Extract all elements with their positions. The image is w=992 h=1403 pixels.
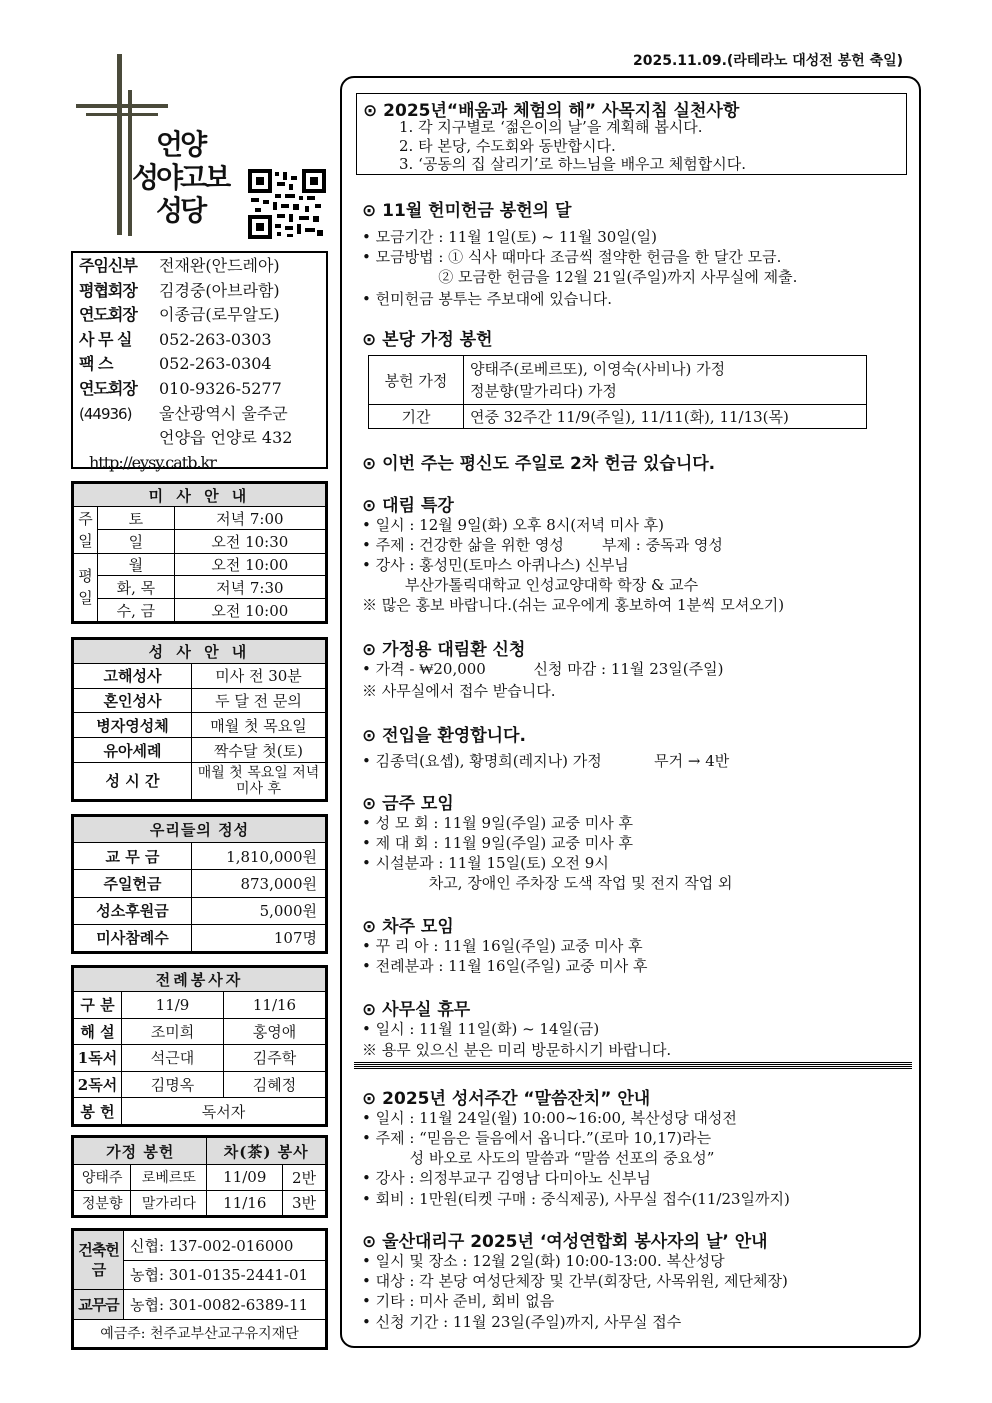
section-line: • 시설분과 : 11월 15일(토) 오전 9시 xyxy=(362,854,609,872)
contact-row: 평협회장 김경중(아브라함) xyxy=(79,280,280,300)
section-line: • 헌미헌금 봉투는 주보대에 있습니다. xyxy=(362,290,613,308)
parish-name: 언양 성야고보 성당 xyxy=(132,128,229,227)
section-line: ※ 많은 홍보 바랍니다.(쉬는 교우에게 홍보하여 1분씩 모셔오기) xyxy=(362,596,785,614)
bulletin-date: 2025.11.09.(라테라노 대성전 봉헌 축일) xyxy=(633,53,904,69)
bank-accounts: 건축헌금 신협: 137-002-016000 농협: 301-0135-2441-01 교무금 농협: 301-0082-6389-11 예금주: 천주교부산교구유지재단 xyxy=(71,1228,328,1350)
section-title: ⊙ 전입을 환영합니다. xyxy=(362,726,526,746)
liturgy-servers: 전례봉사자 구 분 11/9 11/16 해 설 조미희 홍영애 1독서 석근대 김주학 2독서 김명옥 김혜정 봉 헌 독서자 xyxy=(71,965,328,1127)
section-line: • 일시 : 11월 24일(월) 10:00~16:00, 복산성당 대성전 xyxy=(362,1109,737,1127)
section-line: • 꾸 리 아 : 11월 16일(주일) 교중 미사 후 xyxy=(362,937,643,955)
family-offering-detail: 봉헌 가정 양태주(로베르또), 이영숙(사비나) 가정 정분향(말가리다) 가정 기간 연중 32주간 11/9(주일), 11/11(화), 11/13(목) xyxy=(368,355,867,429)
contact-row: 연도회장 010-9326-5277 xyxy=(79,378,282,398)
section-line: • 일시 및 장소 : 12월 2일(화) 10:00-13:00. 복산성당 xyxy=(362,1252,725,1270)
contact-row: 팩 스 052-263-0304 xyxy=(79,354,272,374)
contact-row: 주임신부 전재완(안드레아) xyxy=(79,256,280,275)
contact-row: (44936) 울산광역시 울주군 xyxy=(79,403,288,423)
family-offering-table: 가정 봉헌 차(茶) 봉사 양태주 로베르또 11/09 2반 정분향 말가리다 11/16 3반 xyxy=(71,1135,328,1218)
section-line: • 모금방법 : ① 식사 때마다 조금씩 절약한 헌금을 한 달간 모금. xyxy=(362,248,782,266)
pastoral-guideline-box: ⊙ 2025년“배움과 체험의 해” 사목지침 실천사항 1. 각 지구별로 ‘젊은이의 날’을 계획해 봅시다. 2. 타 본당, 수도회와 동반합시다. 3. ‘공동의 집 살리기’로 하느님을 배우고 체험합시다. xyxy=(356,93,907,175)
section-line: • 주제 : “믿음은 들음에서 옵니다.”(로마 10,17)라는 xyxy=(362,1129,712,1147)
section-divider xyxy=(354,1062,912,1069)
section-line: ※ 용무 있으신 분은 미리 방문하시기 바랍니다. xyxy=(362,1041,672,1059)
section-line: • 일시 : 11월 11일(화) ~ 14일(금) xyxy=(362,1020,600,1038)
section-title: ⊙ 금주 모임 xyxy=(362,794,454,814)
section-title: ⊙ 이번 주는 평신도 주일로 2차 헌금 있습니다. xyxy=(362,454,716,474)
section-line: • 기타 : 미사 준비, 회비 없음 xyxy=(362,1292,555,1310)
section-title: ⊙ 2025년 성서주간 “말씀잔치” 안내 xyxy=(362,1089,651,1109)
section-title: ⊙ 11월 헌미헌금 봉헌의 달 xyxy=(362,201,572,221)
building-fund-label: 건축헌금 xyxy=(74,1231,124,1290)
section-line: • 일시 : 12월 9일(화) 오후 8시(저녁 미사 후) xyxy=(362,516,664,534)
mass-schedule: 미 사 안 내 주일 토 저녁 7:00 일 오전 10:30 평일 월 오전 10:00 화, 목 저녁 7:30 수, 금 오전 10:00 xyxy=(71,481,328,624)
contact-row: 사 무 실 052-263-0303 xyxy=(79,329,272,349)
contact-row: 언양읍 언양로 432 xyxy=(159,428,293,448)
section-title: ⊙ 사무실 휴무 xyxy=(362,1000,471,1020)
section-line: ※ 사무실에서 접수 받습니다. xyxy=(362,682,556,700)
section-title: ⊙ 본당 가정 봉헌 xyxy=(362,330,493,350)
section-title: ⊙ 울산대리구 2025년 ‘여성연합회 봉사자의 날’ 안내 xyxy=(362,1232,768,1252)
section-line: 차고, 장애인 주차장 도색 작업 및 전지 작업 외 xyxy=(362,874,733,892)
section-title: ⊙ 가정용 대림환 신청 xyxy=(362,640,526,660)
contact-row: http://eysy.catb.kr xyxy=(89,452,216,472)
section-line: • 제 대 회 : 11월 9일(주일) 교중 미사 후 xyxy=(362,834,634,852)
section-line: • 성 모 회 : 11월 9일(주일) 교중 미사 후 xyxy=(362,814,634,832)
sunday-label: 주일 xyxy=(74,507,98,554)
section-line: • 대상 : 각 본당 여성단체장 및 간부(회장단, 사목위원, 제단체장) xyxy=(362,1272,788,1290)
contact-row: 연도회장 이종금(로무알도) xyxy=(79,305,280,325)
section-line: • 주제 : 건강한 삶을 위한 영성 부제 : 중독과 영성 xyxy=(362,536,723,554)
section-line: • 모금기간 : 11월 1일(토) ~ 11월 30일(일) xyxy=(362,228,657,246)
section-line: • 강사 : 의정부교구 김영남 다미아노 신부님 xyxy=(362,1169,651,1187)
section-line: • 신청 기간 : 11월 23일(주일)까지, 사무실 접수 xyxy=(362,1313,682,1331)
section-line: • 회비 : 1만원(티켓 구매 : 중식제공), 사무실 접수(11/23일까지) xyxy=(362,1190,790,1208)
mass-title: 미 사 안 내 xyxy=(74,484,326,507)
sacrament-info: 성 사 안 내 고해성사 미사 전 30분 혼인성사 두 달 전 문의 병자영성체 매월 첫 목요일 유아세례 짝수달 첫(토) 성 시 간 매월 첫 목요일 저녁미사 후 xyxy=(71,637,328,802)
section-line: ② 모금한 헌금을 12월 21일(주일)까지 사무실에 제출. xyxy=(362,268,798,286)
qr-code-icon[interactable] xyxy=(247,168,327,240)
section-line: 부산가톨릭대학교 인성교양대학 학장 & 교수 xyxy=(362,576,699,594)
section-title: ⊙ 대림 특강 xyxy=(362,496,454,516)
section-line: 성 바오로 사도의 말씀과 “말씀 선포의 중요성” xyxy=(362,1149,715,1167)
section-line: • 전례분과 : 11월 16일(주일) 교중 미사 후 xyxy=(362,957,648,975)
contact-box xyxy=(71,251,328,472)
section-line: • 강사 : 홍성민(토마스 아퀴나스) 신부님 xyxy=(362,556,629,574)
weekday-label: 평일 xyxy=(74,553,98,621)
section-line: • 가격 - ₩20,000 신청 마감 : 11월 23일(주일) xyxy=(362,660,724,678)
offering-totals: 우리들의 정성 교 무 금 1,810,000원 주일헌금 873,000원 성소후원금 5,000원 미사참례수 107명 xyxy=(71,814,328,954)
section-line: • 김종덕(요셉), 황명희(레지나) 가정 무거 → 4반 xyxy=(362,752,730,770)
section-title: ⊙ 차주 모임 xyxy=(362,917,454,937)
